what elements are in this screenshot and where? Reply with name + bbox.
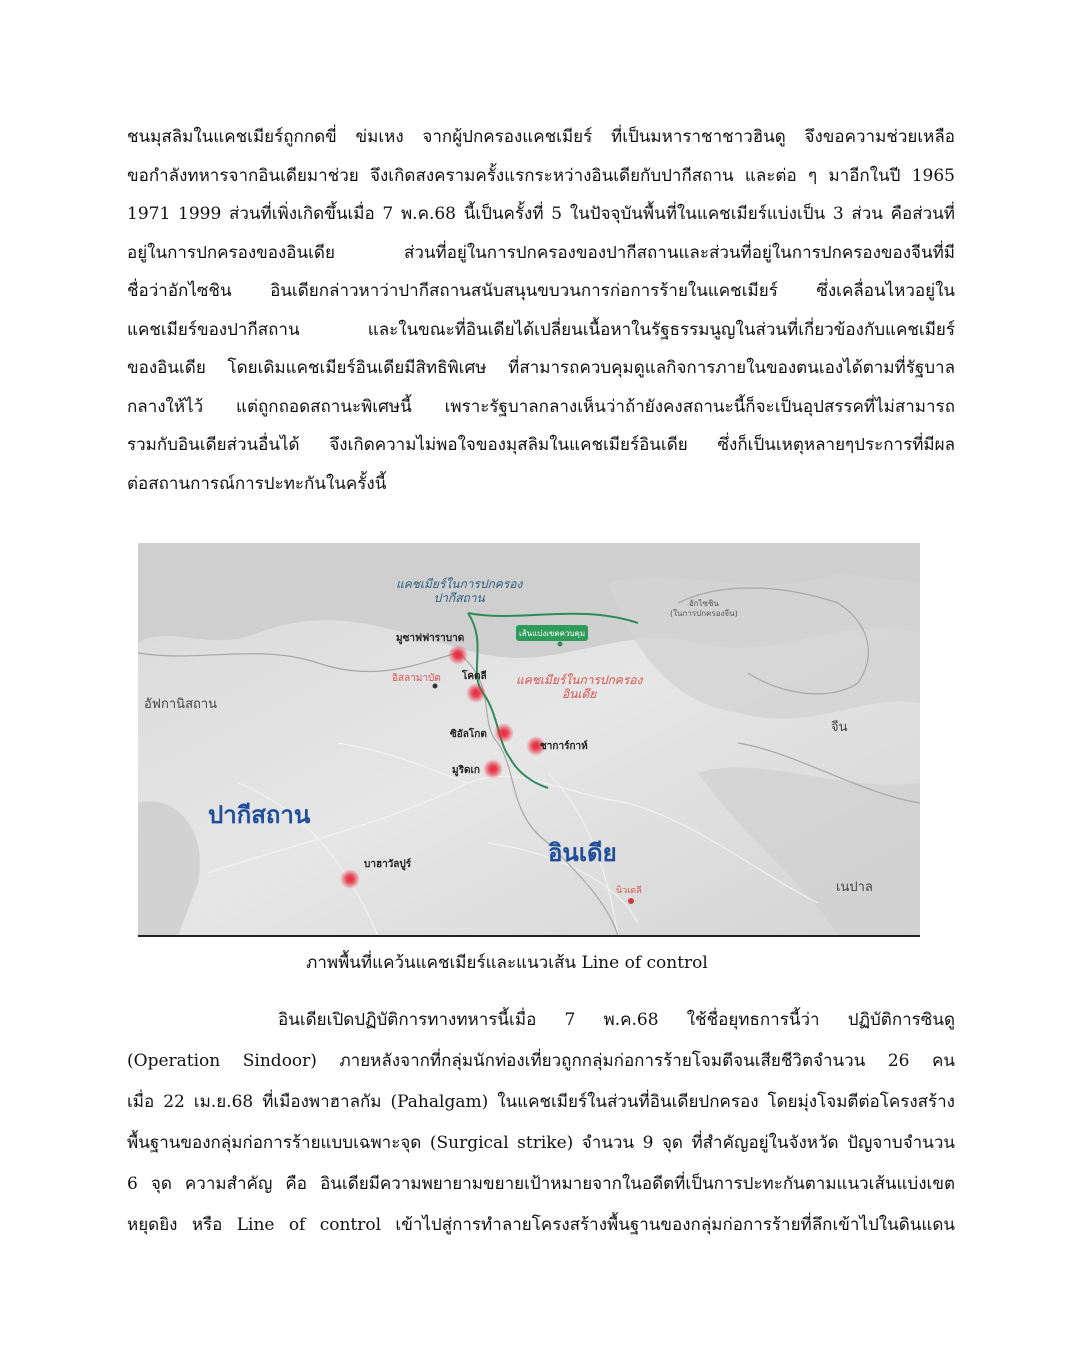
paragraph-line: (Operation Sindoor) ภายหลังจากที่กลุ่มนักท่องเที่ยวถูกกลุ่มก่อการร้ายโจมตีจนเสียชีวิตจำนวน 26 คน [127,1051,955,1071]
paragraph-line: เมื่อ 22 เม.ย.68 ที่เมืองพาฮาลกัม (Pahalgam) ในแคชเมียร์ในส่วนที่อินเดียปกครอง โดยมุ่งโจมตีต่อโครงสร้าง [127,1092,955,1112]
aksai-chin-label-line2: (ในการปกครองจีน) [670,609,738,618]
paragraph-line: กลางให้ไว้ แต่ถูกถอดสถานะพิเศษนี้ เพราะรัฐบาลกลางเห็นว่าถ้ายังคงสถานะนี้ก็จะเป็นอุปสรรคที่ไม่สามารถ [127,396,955,417]
paragraph-line: อยู่ในการปกครองของอินเดีย ส่วนที่อยู่ในการปกครองของปากีสถานและส่วนที่อยู่ในการปกครองของจีนที่มี [127,242,955,263]
pak-kashmir-label-line2: ปากีสถาน [433,591,485,605]
ind-kashmir-label-line2: อินเดีย [561,687,597,701]
paragraph-line: ของอินเดีย โดยเดิมแคชเมียร์อินเดียมีสิทธิพิเศษ ที่สามารถควบคุมดูแลกิจการภายในของตนเองได้ตามที่รัฐบาล [127,358,955,378]
aksai-chin-label-line1: อักไซชิน [688,599,719,608]
paragraph-line: ชนมุสลิมในแคชเมียร์ถูกกดขี่ ข่มเหง จากผู้ปกครองแคชเมียร์ ที่เป็นมหาราชาชาวฮินดู จึงขอความช่วยเหลือ [127,127,955,147]
pak-kashmir-label [396,577,522,605]
ind-kashmir-label-line1: แคชเมียร์ในการปกครอง [516,673,643,687]
strike-marker-bahawalpur [340,869,360,889]
paragraph-line: 6 จุด ความสำคัญ คือ อินเดียมีความพยายามขยายเป้าหมายจากในอดีตที่เป็นการปะทะกันตามแนวเส้นแบ่งเขต [127,1174,955,1194]
pak-kashmir-label-line1: แคชเมียร์ในการปกครอง [396,577,523,591]
muridke-label: มูริดเก [452,765,480,776]
figure-caption [0,949,1080,976]
pakistan-label: ปากีสถาน [208,801,311,829]
figure-caption-text: ภาพพื้นที่แคว้นแคชเมียร์และแนวเส้น Line of control [306,953,708,973]
bahawalpur-label: บาฮาวัลปูร์ [364,859,412,870]
nepal-label: เนปาล [836,880,873,895]
paragraph-line: แคชเมียร์ของปากีสถาน และในขณะที่อินเดียได้เปลี่ยนเนื้อหาในรัฐธรรมนูญในส่วนที่เกี่ยวข้องกับแคชเมียร์ [127,319,955,340]
kotli-label: โคตลี [462,671,487,682]
islamabad-label: อิสลามาบัด [392,673,441,684]
strike-marker-muridke [483,759,503,779]
aksai-chin-label [670,599,738,619]
muzaffarabad-label: มูซาฟฟาราบาด [396,633,465,644]
paragraph-line: รวมกับอินเดียส่วนอื่นได้ จึงเกิดความไม่พอใจของมุสลิมในแคชเมียร์อินเดีย ซึ่งก็เป็นเหตุหลายๆประการที่มีผล [127,435,955,455]
sialkot-label: ซิอัลโกต [450,729,487,740]
paragraph-line: ต่อสถานการณ์การปะทะกันในครั้งนี้ [127,473,387,494]
strike-marker-kotli [466,683,486,703]
paragraph-line: ขอกำลังทหารจากอินเดียมาช่วย จึงเกิดสงครามครั้งแรกระหว่างอินเดียกับปากีสถาน และต่อ ๆ มาอีกในปี 1965 [127,165,955,186]
loc-badge-label: เส้นแบ่งเขตควบคุม [519,629,586,638]
strike-marker-muzaffarabad [448,645,468,665]
paragraph-1 [127,118,955,503]
paragraph-line: อินเดียเปิดปฏิบัติการทางทหารนี้เมื่อ 7 พ.ค.68 ใช้ชื่อยุทธการนี้ว่า ปฏิบัติการซินดู [278,1010,955,1030]
afghanistan-label: อัฟกานิสถาน [144,697,218,712]
india-label: อินเดีย [548,839,617,867]
paragraph-2 [127,1000,955,1246]
map-bottom-rule [138,935,920,937]
strike-marker-sialkot [494,723,514,743]
ind-kashmir-label [516,673,642,701]
new-delhi-label: นิวเดลี [616,886,642,896]
kashmir-map [138,543,920,936]
shakargarh-label: ชาการ์กาห์ [540,741,588,752]
china-label: จีน [831,720,848,735]
paragraph-line: หยุดยิง หรือ Line of control เข้าไปสู่การทำลายโครงสร้างพื้นฐานของกลุ่มก่อการร้ายที่ลึกเข้าไปในดินแดน [127,1215,955,1235]
new-delhi-dot [628,898,634,904]
paragraph-line: พื้นฐานของกลุ่มก่อการร้ายแบบเฉพาะจุด (Surgical strike) จำนวน 9 จุด ที่สำคัญอยู่ในจังหวัด ปัญจาบจำนวน [127,1133,955,1153]
paragraph-line: 1971 1999 ส่วนที่เพิ่งเกิดขึ้นเมื่อ 7 พ.ค.68 นี้เป็นครั้งที่ 5 ในปัจจุบันพื้นที่ในแคชเมียร์แบ่งเป็น 3 ส่วน คือส่วนที่ [127,204,955,224]
paragraph-line: ชื่อว่าอักไซชิน อินเดียกล่าวหาว่าปากีสถานสนับสนุนขบวนการก่อการร้ายในแคชเมียร์ ซึ่งเคลื่อนไหวอยู่ใน [127,281,955,301]
